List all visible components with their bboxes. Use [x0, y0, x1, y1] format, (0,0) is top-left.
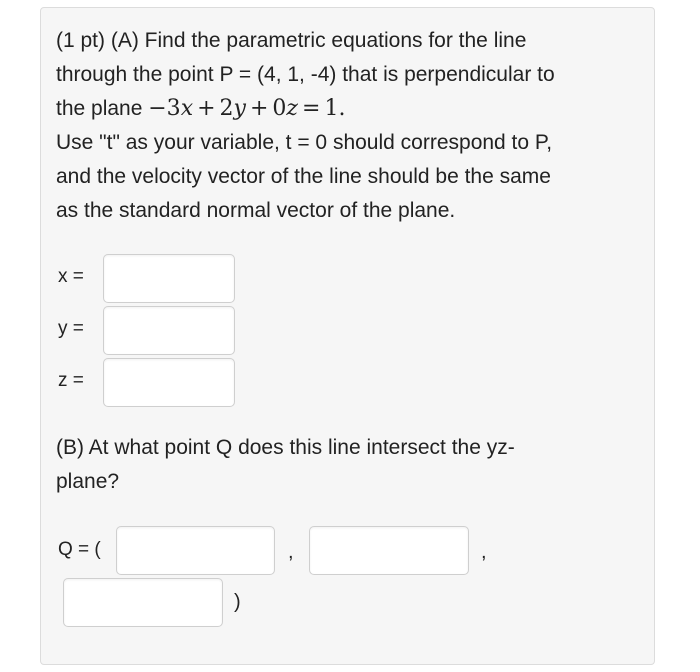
question-line-3-text: the plane [56, 97, 149, 120]
question-line-3 [56, 92, 646, 126]
question-line-6: as the standard normal vector of the plane. [56, 199, 456, 222]
q-y-answer-input[interactable] [116, 526, 275, 575]
q-label: Q = ( [58, 539, 101, 560]
part-a-question [56, 24, 646, 228]
x-label: x = [58, 266, 84, 287]
question-line-5: and the velocity vector of the line should be the same [56, 165, 551, 188]
q-z-answer-input[interactable] [309, 526, 469, 575]
question-line-2: through the point P = (4, 1, -4) that is perpendicular to [56, 63, 555, 86]
x-answer-input[interactable] [103, 254, 235, 303]
y-label: y = [58, 318, 84, 339]
question-line-1: (1 pt) (A) Find the parametric equations for the line [56, 29, 527, 52]
question-line-4: Use "t" as your variable, t = 0 should correspond to P, [56, 131, 553, 154]
part-b-line-2: plane? [56, 470, 120, 493]
q-close-paren: ) [234, 591, 241, 613]
z-answer-input[interactable] [103, 358, 235, 407]
part-b-question [56, 431, 616, 499]
plane-equation: −3x + 2y + 0z = 1. [148, 96, 346, 121]
q-x-answer-input[interactable] [63, 578, 223, 627]
q-comma-1: , [288, 541, 294, 563]
q-comma-2: , [481, 541, 487, 563]
part-b-line-1: (B) At what point Q does this line intersect the yz- [56, 436, 515, 459]
y-answer-input[interactable] [103, 306, 235, 355]
z-label: z = [58, 370, 84, 391]
